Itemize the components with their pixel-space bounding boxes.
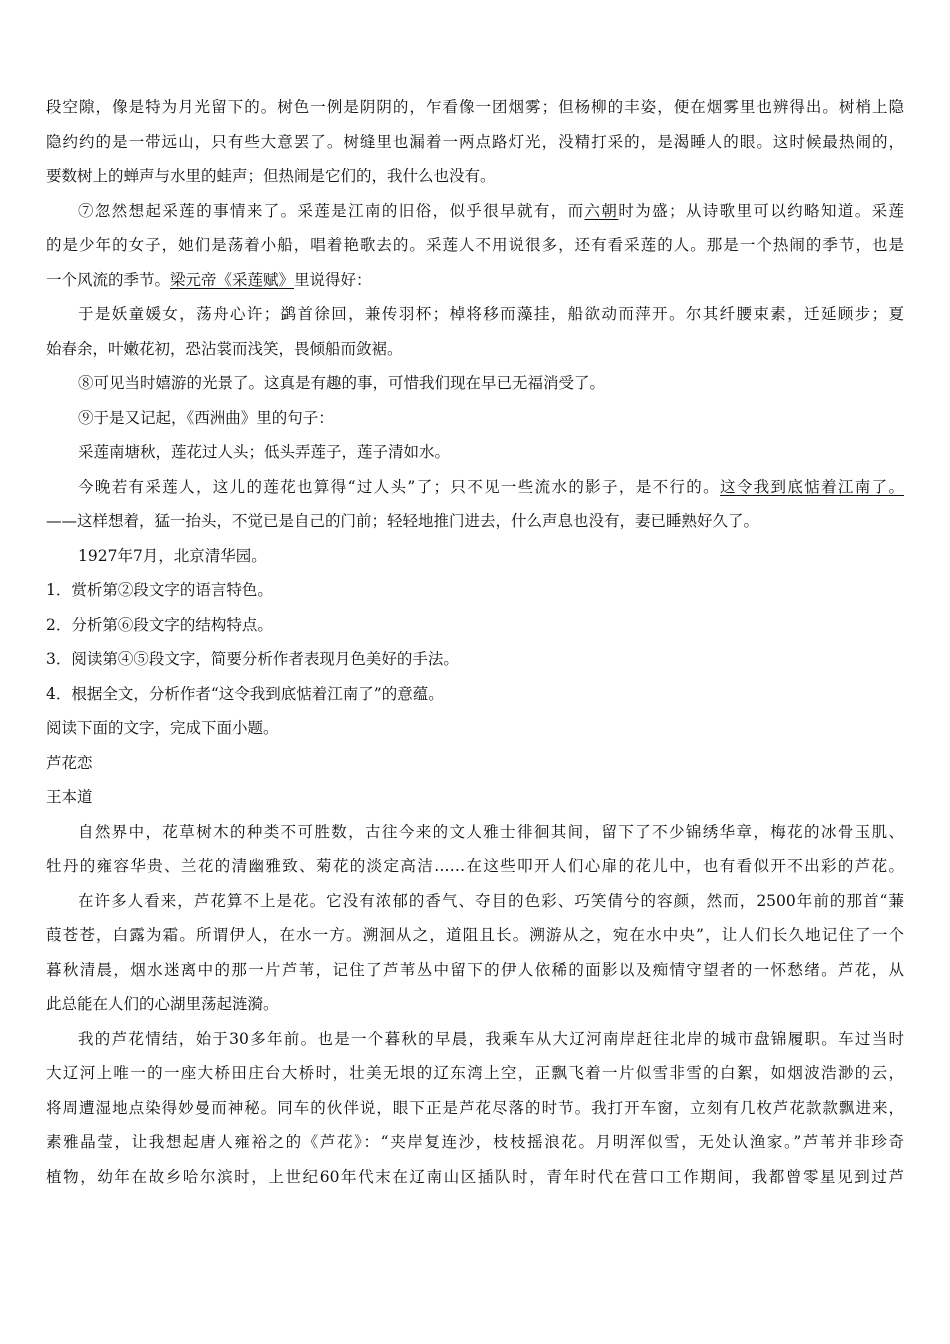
underlined-liang-yuandi: 梁元帝《采莲赋》 [170,270,295,289]
p2-para2-line-1: 在许多人看来，芦花算不上是花。它没有浓郁的香气、夺目的色彩、巧笑倩兮的容颜，然而，2500年前的那首“蒹 [78,891,904,910]
p2-para3-line-4: 素雅晶莹，让我想起唐人雍裕之的《芦花》：“夹岸复连沙，枝枝摇浪花。月明浑似雪，无处认渔家。”芦苇并非珍奇 [46,1133,904,1151]
para6-line-1: 段空隙，像是特为月光留下的。树色一例是阴阴的，乍看像一团烟雾；但杨柳的丰姿，便在烟雾里也辨得出。树梢上隐 [46,98,904,116]
p2-para1-line-2: 牡丹的雍容华贵、兰花的清幽雅致、菊花的淡定高洁……在这些叩开人们心扉的花儿中，也有看似开不出彩的芦花。 [46,857,904,875]
closing-line-1: 今晚若有采莲人，这儿的莲花也算得“过人头”了；只不见一些流水的影子，是不行的。这令我到底惦着江南了。 [78,477,904,496]
poem-line: 采莲南塘秋，莲花过人头；低头弄莲子，莲子清如水。 [78,443,451,461]
p2-para2-line-2: 葭苍苍，白露为霜。所谓伊人，在水一方。溯洄从之，道阻且长。溯游从之，宛在水中央”，让人们长久地记住了一个 [46,926,904,944]
question-1: 1．赏析第②段文字的语言特色。 [46,581,273,599]
para7-line-1: ⑦忽然想起采莲的事情来了。采莲是江南的旧俗，似乎很早就有，而六朝时为盛；从诗歌里可以约略知道。采莲 [78,201,904,220]
question-2: 2．分析第⑥段文字的结构特点。 [46,615,273,634]
para7-line-2: 的是少年的女子，她们是荡着小船，唱着艳歌去的。采莲人不用说很多，还有看采莲的人。那是一个热闹的季节，也是 [46,236,904,254]
para9: ⑨于是又记起，《西洲曲》里的句子： [78,408,334,427]
p2-para3-line-5: 植物，幼年在故乡哈尔滨时，上世纪60年代末在辽南山区插队时，青年时代在营口工作期间，我都曾零星见到过芦 [46,1167,904,1186]
passage2-title: 芦花恋 [46,753,93,772]
document-page [46,97,904,1201]
p2-para1-line-1: 自然界中，花草树木的种类不可胜数，古往今来的文人雅士徘徊其间，留下了不少锦绣华章，梅花的冰骨玉肌、 [78,822,904,841]
quote-line-2: 始春余，叶嫩花初，恐沾裳而浅笑，畏倾船而敛裾。 [46,339,403,358]
p2-para3-line-1: 我的芦花情结，始于30多年前。也是一个暮秋的早晨，我乘车从大辽河南岸赶往北岸的城市盘锦履职。车过当时 [78,1029,904,1048]
underlined-six-dynasties: 六朝 [584,201,619,220]
question-3: 3．阅读第④⑤段文字，简要分析作者表现月色美好的手法。 [46,650,459,668]
para8: ⑧可见当时嬉游的光景了。这真是有趣的事，可惜我们现在早已无福消受了。 [78,374,606,392]
reading-instruction: 阅读下面的文字，完成下面小题。 [46,719,279,737]
question-4: 4．根据全文，分析作者“这令我到底惦着江南了”的意蕴。 [46,684,444,703]
p2-para2-line-4: 此总能在人们的心湖里荡起涟漪。 [46,995,279,1013]
underlined-jiangnan-sentence: 这令我到底惦着江南了。 [719,477,904,496]
date-line: 1927年7月，北京清华园。 [78,546,267,565]
quote-line-1: 于是妖童媛女，荡舟心许；鹢首徐回，兼传羽杯；棹将移而藻挂，船欲动而萍开。尔其纤腰束素，迁延顾步；夏 [78,305,904,323]
p2-para2-line-3: 暮秋清晨，烟水迷离中的那一片芦苇，记住了芦苇丛中留下的伊人依稀的面影以及痴情守望者的一怀愁绪。芦花，从 [46,960,904,979]
p2-para3-line-3: 将周遭湿地点染得妙曼而神秘。同车的伙伴说，眼下正是芦花尽落的时节。我打开车窗，立刻有几枚芦花款款飘进来， [46,1098,904,1117]
closing-line-2: ——这样想着，猛一抬头，不觉已是自己的门前；轻轻地推门进去，什么声息也没有，妻已睡熟好久了。 [46,512,760,530]
para7-line-3: 一个风流的季节。梁元帝《采莲赋》里说得好： [46,270,372,289]
passage2-author: 王本道 [46,788,93,806]
para6-line-3: 要数树上的蝉声与水里的蛙声；但热闹是它们的，我什么也没有。 [46,167,496,185]
para6-line-2: 隐约约的是一带远山，只有些大意罢了。树缝里也漏着一两点路灯光，没精打采的，是渴睡人的眼。这时候最热闹的， [46,132,904,151]
p2-para3-line-2: 大辽河上唯一的一座大桥田庄台大桥时，壮美无垠的辽东湾上空，正飘飞着一片似雪非雪的白絮，如烟波浩渺的云， [46,1064,904,1082]
